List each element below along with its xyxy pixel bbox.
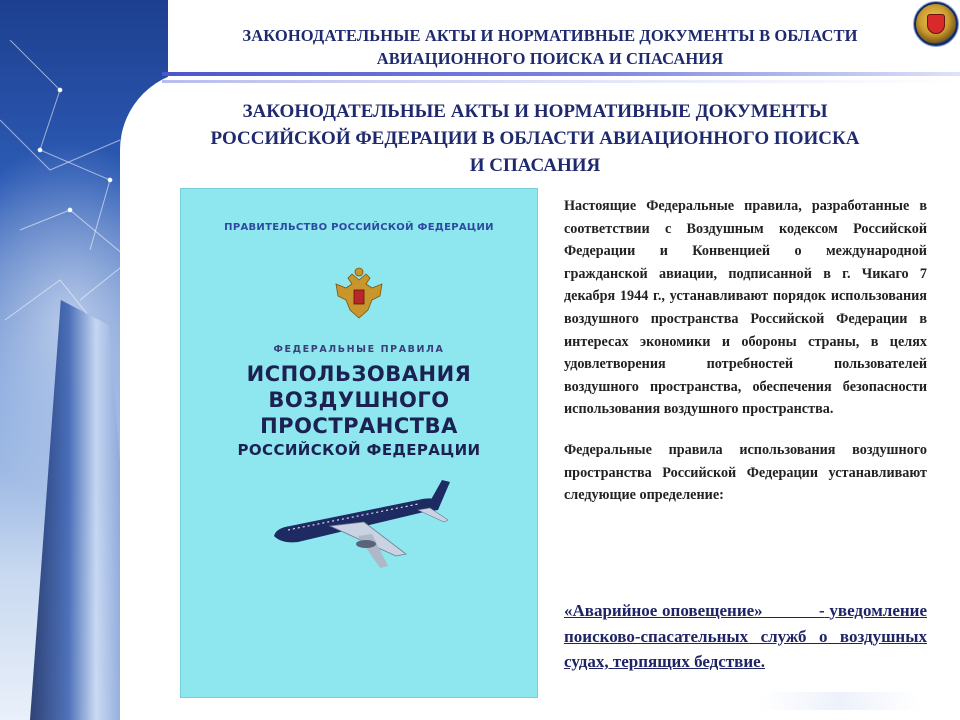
section-title-line3: И СПАСАНИЯ	[469, 155, 601, 176]
section-title-line2: РОССИЙСКОЙ ФЕДЕРАЦИИ В ОБЛАСТИ АВИАЦИОННОГО ПОИСКА	[210, 128, 860, 149]
definition-text: уведомление поисково-спасательных служб о воздушных судах, терпящих бедствие.	[564, 601, 927, 671]
body-paragraph-2: Федеральные правила использования воздушного пространства Российской Федерации устанавливают следующие определение:	[564, 441, 927, 504]
emblem-icon	[914, 2, 958, 46]
header-title-line2: АВИАЦИОННОГО ПОИСКА И СПАСАНИЯ	[376, 49, 724, 68]
header-divider	[162, 72, 960, 76]
book-title-line2: ВОЗДУШНОГО	[268, 388, 450, 412]
book-cover-image	[180, 188, 538, 698]
book-subtitle: ФЕДЕРАЛЬНЫЕ ПРАВИЛА	[273, 344, 445, 355]
body-text-block	[564, 195, 927, 507]
section-title	[170, 98, 900, 179]
emblem-shield-icon	[927, 14, 945, 34]
definition-block	[564, 598, 927, 675]
definition-dash: -	[819, 601, 825, 620]
faint-watermark-area	[760, 692, 920, 710]
book-title-line3: ПРОСТРАНСТВА	[260, 414, 458, 438]
double-headed-eagle-icon	[328, 266, 390, 328]
book-title-line1: ИСПОЛЬЗОВАНИЯ	[246, 362, 472, 386]
header-divider-secondary	[162, 80, 960, 83]
book-title-line4: РОССИЙСКОЙ ФЕДЕРАЦИИ	[237, 441, 481, 459]
header-title	[175, 24, 925, 70]
header-title-line1: ЗАКОНОДАТЕЛЬНЫЕ АКТЫ И НОРМАТИВНЫЕ ДОКУМЕНТЫ В ОБЛАСТИ	[242, 26, 858, 45]
airplane-icon	[268, 478, 458, 578]
book-government-label: ПРАВИТЕЛЬСТВО РОССИЙСКОЙ ФЕДЕРАЦИИ	[224, 222, 494, 233]
definition-term: «Аварийное оповещение»	[564, 601, 763, 620]
body-paragraph-1: Настоящие Федеральные правила, разработанные в соответствии с Воздушным кодексом Российской Федерации и Конвенцией о международной гражданской авиации, подписанной в г. Чикаго 7 декабря 1944 г., устанавливают порядок использования воздушного пространства Российской Федерации в интересах экономики и обороны страны, в целях удовлетворения потребностей пользователей воздушного пространства, обеспечения безопасности использования воздушного пространства.	[564, 198, 927, 418]
definition-gap	[763, 601, 819, 620]
section-title-line1: ЗАКОНОДАТЕЛЬНЫЕ АКТЫ И НОРМАТИВНЫЕ ДОКУМЕНТЫ	[242, 101, 828, 122]
